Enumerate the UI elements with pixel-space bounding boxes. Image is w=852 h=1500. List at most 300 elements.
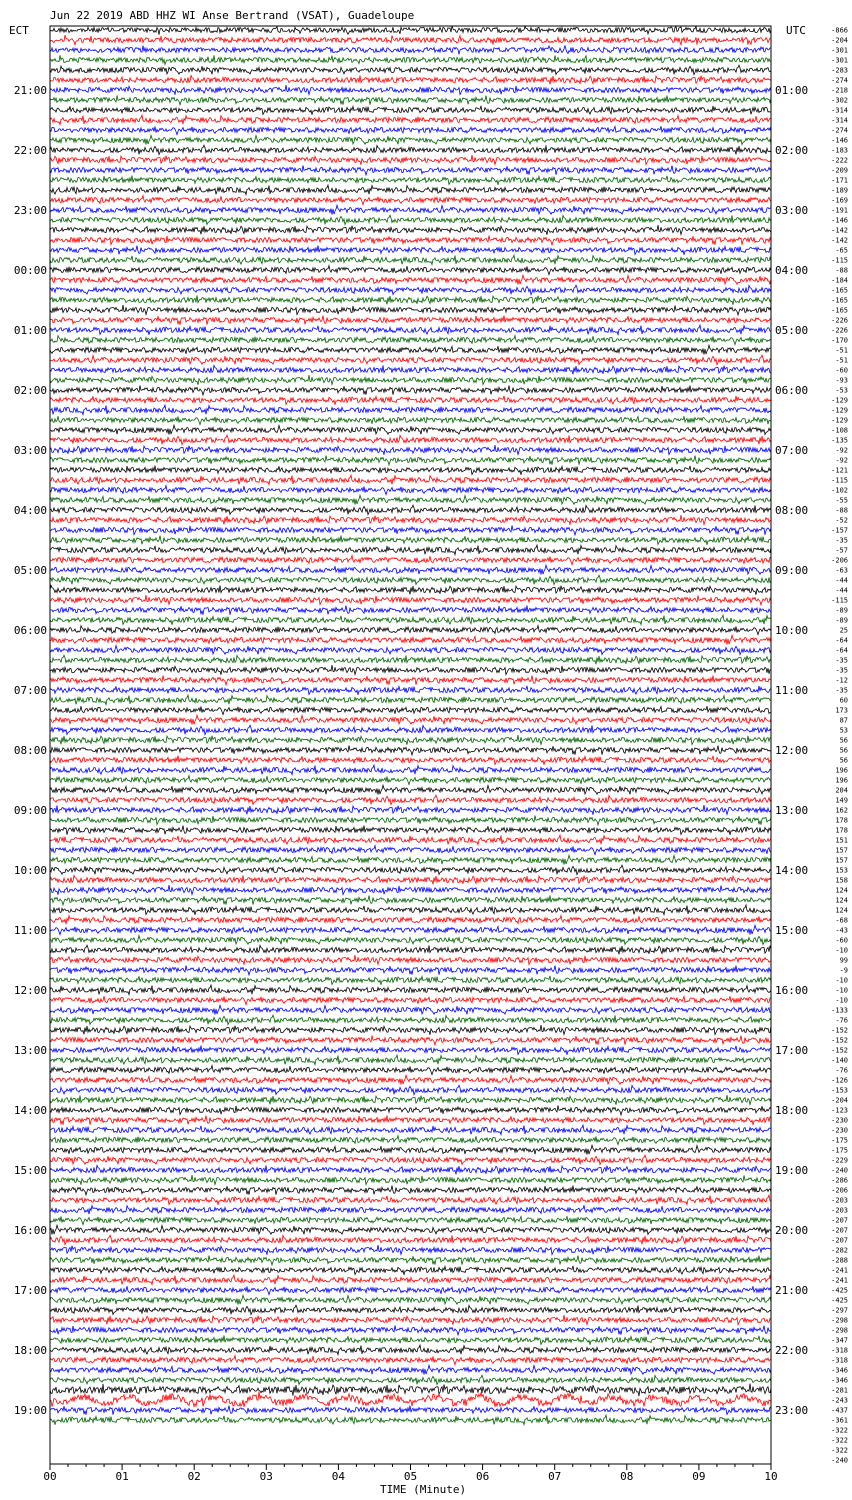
trace-line (50, 445, 771, 455)
trace-line (50, 1336, 771, 1345)
trace-offset-label: 124 (835, 886, 848, 895)
trace-line (50, 386, 771, 395)
trace-line (50, 336, 771, 345)
trace-offset-label: 173 (835, 706, 848, 715)
trace-line (50, 1125, 771, 1135)
trace-line (50, 45, 771, 54)
right-hour-label: 16:00 (775, 984, 809, 997)
right-hour-label: 11:00 (775, 684, 809, 697)
left-hour-label: 09:00 (13, 804, 47, 817)
trace-offset-label: -44 (835, 576, 848, 585)
trace-line (50, 1066, 771, 1075)
trace-line (50, 285, 771, 294)
trace-line (50, 155, 771, 165)
trace-offset-label: 56 (839, 746, 848, 755)
trace-offset-label: -57 (835, 546, 848, 555)
left-hour-label: 03:00 (13, 444, 47, 457)
trace-line (50, 166, 771, 175)
right-hour-label: 03:00 (775, 204, 809, 217)
right-hour-label: 07:00 (775, 444, 809, 457)
trace-line (50, 846, 771, 855)
trace-line (50, 925, 771, 934)
trace-offset-label: -207 (831, 1236, 848, 1245)
trace-offset-label: 149 (835, 796, 848, 805)
trace-line (50, 805, 771, 815)
left-hour-label: 23:00 (13, 204, 47, 217)
left-hour-label: 07:00 (13, 684, 47, 697)
trace-offset-label: -286 (831, 1176, 848, 1185)
trace-offset-label: 53 (839, 726, 848, 735)
trace-line (50, 695, 771, 705)
trace-offset-label: -437 (831, 1406, 848, 1415)
trace-group (50, 26, 771, 1425)
trace-offset-label: -92 (835, 456, 848, 465)
trace-offset-label: 204 (835, 786, 848, 795)
trace-offset-label: -302 (831, 96, 848, 105)
trace-line (50, 646, 771, 655)
x-tick-label: 06 (475, 1470, 490, 1483)
trace-line (50, 795, 771, 804)
trace-line (50, 1345, 771, 1355)
trace-offset-label: -171 (831, 176, 848, 185)
trace-line (50, 1375, 771, 1384)
x-tick-label: 07 (548, 1470, 562, 1483)
trace-offset-label: -240 (831, 1166, 848, 1175)
trace-offset-label: -133 (831, 1006, 848, 1015)
trace-line (50, 1095, 771, 1105)
trace-offset-label: -191 (831, 206, 848, 215)
trace-offset-label: -68 (835, 916, 848, 925)
trace-offset-label: -318 (831, 1356, 848, 1365)
x-tick-label: 09 (692, 1470, 706, 1483)
trace-offset-label: -207 (831, 1216, 848, 1225)
trace-line (50, 75, 771, 84)
trace-offset-label: -274 (831, 126, 848, 135)
trace-line (50, 1295, 771, 1304)
trace-line (50, 556, 771, 565)
trace-offset-label: -60 (835, 936, 848, 945)
left-axis-label: ECT (9, 24, 29, 37)
trace-offset-label: -230 (831, 1126, 848, 1135)
trace-offset-label: -165 (831, 306, 848, 315)
trace-offset-label: -142 (831, 236, 848, 245)
trace-line (50, 1384, 771, 1397)
trace-offset-label: -322 (831, 1436, 848, 1445)
trace-offset-label: 124 (835, 896, 848, 905)
trace-offset-label: -35 (835, 536, 848, 545)
trace-line (50, 1195, 771, 1205)
trace-offset-label: -240 (831, 1456, 848, 1465)
trace-offset-label: -229 (831, 1156, 848, 1165)
trace-offset-label: -243 (831, 1396, 848, 1405)
trace-offset-label: -10 (835, 996, 848, 1005)
trace-line (50, 1136, 771, 1145)
trace-offset-label: -283 (831, 66, 848, 75)
trace-line (50, 495, 771, 504)
x-axis-label: TIME (Minute) (380, 1483, 467, 1496)
trace-offset-label: -65 (835, 246, 848, 255)
trace-line (50, 1392, 771, 1408)
left-hour-label: 12:00 (13, 984, 47, 997)
trace-line (50, 255, 771, 265)
left-hour-label: 04:00 (13, 504, 47, 517)
trace-line (50, 855, 771, 864)
trace-line (50, 96, 771, 105)
trace-line (50, 665, 771, 675)
right-hour-label: 19:00 (775, 1164, 809, 1177)
trace-offset-label: -281 (831, 1386, 848, 1395)
trace-line (50, 275, 771, 284)
trace-line (50, 145, 771, 154)
trace-line (50, 1055, 771, 1065)
trace-line (50, 706, 771, 714)
trace-line (50, 215, 771, 224)
trace-offset-label: 162 (835, 806, 848, 815)
trace-line (50, 1235, 771, 1244)
trace-offset-label: -175 (831, 1146, 848, 1155)
trace-offset-label: -209 (831, 166, 848, 175)
trace-offset-label: -226 (831, 316, 848, 325)
trace-offset-label: -89 (835, 616, 848, 625)
trace-offset-label: 99 (839, 956, 848, 965)
trace-offset-label: -203 (831, 1206, 848, 1215)
trace-line (50, 55, 771, 64)
left-hour-label: 14:00 (13, 1104, 47, 1117)
trace-line (50, 475, 771, 485)
trace-offset-label: -64 (835, 646, 848, 655)
trace-offset-label: -76 (835, 1066, 848, 1075)
trace-line (50, 26, 771, 35)
trace-offset-label: -152 (831, 1046, 848, 1055)
trace-line (50, 1415, 771, 1425)
trace-offset-label: -301 (831, 56, 848, 65)
trace-line (50, 606, 771, 615)
trace-offset-label: -146 (831, 216, 848, 225)
right-hour-label: 01:00 (775, 84, 809, 97)
trace-offset-label: 178 (835, 816, 848, 825)
trace-line (50, 896, 771, 905)
trace-offset-label: -108 (831, 426, 848, 435)
trace-offset-label: -35 (835, 656, 848, 665)
trace-line (50, 635, 771, 644)
trace-offset-label: 158 (835, 876, 848, 885)
trace-line (50, 325, 771, 335)
trace-offset-label: 153 (835, 866, 848, 875)
trace-line (50, 985, 771, 995)
right-hour-label: 17:00 (775, 1044, 809, 1057)
trace-offset-label: -425 (831, 1286, 848, 1295)
trace-line (50, 996, 771, 1004)
trace-offset-labels (831, 27, 848, 1465)
trace-offset-label: -218 (831, 86, 848, 95)
trace-offset-label: -314 (831, 106, 848, 115)
trace-offset-label: -152 (831, 1036, 848, 1045)
trace-offset-label: -135 (831, 436, 848, 445)
trace-offset-label: -10 (835, 976, 848, 985)
trace-line (50, 196, 771, 205)
trace-offset-label: -115 (831, 596, 848, 605)
right-hour-label: 20:00 (775, 1224, 809, 1237)
trace-offset-label: 56 (839, 756, 848, 765)
trace-offset-label: -115 (831, 476, 848, 485)
trace-line (50, 655, 771, 664)
trace-offset-label: 196 (835, 766, 848, 775)
x-tick-label: 02 (187, 1470, 201, 1483)
left-hour-label: 02:00 (13, 384, 47, 397)
trace-offset-label: 151 (835, 836, 848, 845)
trace-offset-label: -64 (835, 636, 848, 645)
left-hour-label: 17:00 (13, 1284, 47, 1297)
trace-line (50, 466, 771, 475)
trace-offset-label: -140 (831, 1056, 848, 1065)
trace-offset-label: -222 (831, 156, 848, 165)
left-hour-labels (14, 84, 47, 1417)
trace-line (50, 916, 771, 925)
trace-line (50, 65, 771, 74)
x-tick-label: 03 (259, 1470, 273, 1483)
right-hour-label: 09:00 (775, 564, 809, 577)
right-hour-label: 04:00 (775, 264, 809, 277)
trace-line (50, 106, 771, 115)
trace-line (50, 1225, 771, 1234)
trace-offset-label: -230 (831, 1116, 848, 1125)
trace-line (50, 35, 771, 45)
trace-line (50, 456, 771, 465)
left-hour-label: 16:00 (13, 1224, 47, 1237)
trace-offset-label: -346 (831, 1366, 848, 1375)
right-hour-label: 18:00 (775, 1104, 809, 1117)
trace-offset-label: -89 (835, 606, 848, 615)
trace-offset-label: -425 (831, 1296, 848, 1305)
trace-offset-label: -88 (835, 266, 848, 275)
trace-line (50, 1155, 771, 1164)
trace-offset-label: -157 (831, 526, 848, 535)
trace-offset-label: -297 (831, 1306, 848, 1315)
trace-line (50, 1075, 771, 1084)
trace-line (50, 355, 771, 364)
left-hour-label: 06:00 (13, 624, 47, 637)
trace-line (50, 486, 771, 495)
trace-line (50, 1046, 771, 1055)
right-hour-label: 12:00 (775, 744, 809, 757)
trace-offset-label: 157 (835, 846, 848, 855)
trace-offset-label: -170 (831, 336, 848, 345)
trace-offset-label: -35 (835, 686, 848, 695)
trace-offset-label: -121 (831, 466, 848, 475)
trace-offset-label: -142 (831, 226, 848, 235)
trace-offset-label: -298 (831, 1326, 848, 1335)
trace-offset-label: -165 (831, 296, 848, 305)
trace-line (50, 816, 771, 825)
trace-offset-label: -152 (831, 1026, 848, 1035)
trace-line (50, 176, 771, 185)
chart-title: Jun 22 2019 ABD HHZ WI Anse Bertrand (VSAT), Guadeloupe (50, 9, 415, 22)
trace-line (50, 945, 771, 954)
trace-offset-label: -204 (831, 36, 848, 45)
trace-line (50, 1085, 771, 1094)
right-hour-label: 14:00 (775, 864, 809, 877)
trace-line (50, 735, 771, 745)
trace-offset-label: -92 (835, 446, 848, 455)
trace-line (50, 545, 771, 555)
trace-offset-label: -189 (831, 186, 848, 195)
trace-line (50, 575, 771, 584)
trace-offset-label: -10 (835, 946, 848, 955)
trace-offset-label: -206 (831, 1186, 848, 1195)
trace-offset-label: -60 (835, 366, 848, 375)
trace-offset-label: -314 (831, 116, 848, 125)
x-tick-label: 10 (764, 1470, 778, 1483)
trace-line (50, 1256, 771, 1265)
trace-line (50, 756, 771, 765)
trace-offset-label: -9 (839, 966, 848, 975)
trace-offset-label: -301 (831, 46, 848, 55)
trace-line (50, 1106, 771, 1115)
trace-offset-label: -35 (835, 666, 848, 675)
trace-line (50, 115, 771, 125)
trace-offset-label: -55 (835, 496, 848, 505)
trace-offset-label: -204 (831, 1096, 848, 1105)
trace-offset-label: -206 (831, 556, 848, 565)
trace-line (50, 246, 771, 255)
trace-offset-label: -207 (831, 1226, 848, 1235)
trace-offset-label: -274 (831, 76, 848, 85)
trace-offset-label: 178 (835, 826, 848, 835)
trace-offset-label: -318 (831, 1346, 848, 1355)
trace-line (50, 826, 771, 835)
left-hour-label: 05:00 (13, 564, 47, 577)
trace-offset-label: 25 (839, 626, 848, 635)
trace-line (50, 865, 771, 874)
trace-line (50, 266, 771, 275)
x-tick-label: 04 (331, 1470, 346, 1483)
trace-offset-label: -115 (831, 256, 848, 265)
trace-line (50, 615, 771, 625)
trace-offset-label: -226 (831, 326, 848, 335)
trace-line (50, 976, 771, 985)
left-hour-label: 10:00 (13, 864, 47, 877)
trace-line (50, 936, 771, 945)
right-hour-label: 22:00 (775, 1344, 809, 1357)
trace-line (50, 1245, 771, 1255)
trace-line (50, 835, 771, 845)
trace-line (50, 715, 771, 724)
trace-offset-label: -12 (835, 676, 848, 685)
trace-line (50, 1406, 771, 1415)
right-hour-label: 02:00 (775, 144, 809, 157)
trace-line (50, 295, 771, 304)
trace-offset-label: 124 (835, 906, 848, 915)
right-hour-label: 21:00 (775, 1284, 809, 1297)
right-hour-label: 06:00 (775, 384, 809, 397)
right-axis-label: UTC (786, 24, 806, 37)
trace-offset-label: -322 (831, 1426, 848, 1435)
trace-offset-label: -51 (835, 346, 848, 355)
trace-line (50, 585, 771, 594)
trace-offset-label: -361 (831, 1416, 848, 1425)
trace-line (50, 1305, 771, 1314)
trace-line (50, 966, 771, 975)
trace-line (50, 1326, 771, 1335)
left-hour-label: 21:00 (13, 84, 47, 97)
trace-offset-label: -346 (831, 1376, 848, 1385)
left-hour-label: 01:00 (13, 324, 47, 337)
trace-offset-label: -76 (835, 1016, 848, 1025)
trace-line (50, 746, 771, 755)
trace-offset-label: -165 (831, 286, 848, 295)
trace-offset-label: -53 (835, 386, 848, 395)
x-axis (43, 1464, 777, 1483)
trace-offset-label: -129 (831, 416, 848, 425)
trace-line (50, 345, 771, 354)
trace-offset-label: -10 (835, 986, 848, 995)
trace-line (50, 1025, 771, 1035)
trace-line (50, 1275, 771, 1285)
x-tick-label: 01 (115, 1470, 129, 1483)
trace-line (50, 785, 771, 794)
trace-line (50, 1315, 771, 1325)
trace-line (50, 1165, 771, 1174)
right-hour-labels (775, 84, 808, 1417)
trace-offset-label: -153 (831, 1086, 848, 1095)
trace-line (50, 1266, 771, 1275)
trace-line (50, 1005, 771, 1014)
x-tick-label: 05 (403, 1470, 418, 1483)
trace-offset-label: 56 (839, 736, 848, 745)
trace-offset-label: -129 (831, 406, 848, 415)
trace-offset-label: -282 (831, 1246, 848, 1255)
trace-line (50, 126, 771, 134)
trace-line (50, 185, 771, 195)
trace-line (50, 1206, 771, 1215)
trace-line (50, 236, 771, 245)
trace-offset-label: 157 (835, 856, 848, 865)
trace-line (50, 505, 771, 514)
right-hour-label: 13:00 (775, 804, 809, 817)
left-hour-label: 19:00 (13, 1404, 47, 1417)
trace-line (50, 1286, 771, 1294)
trace-offset-label: 87 (839, 716, 848, 725)
trace-offset-label: -322 (831, 1446, 848, 1455)
trace-line (50, 905, 771, 915)
trace-line (50, 375, 771, 385)
right-hour-label: 15:00 (775, 924, 809, 937)
trace-offset-label: -44 (835, 586, 848, 595)
trace-offset-label: -347 (831, 1336, 848, 1345)
trace-offset-label: -866 (831, 26, 848, 35)
trace-offset-label: -146 (831, 136, 848, 145)
trace-offset-label: -51 (835, 356, 848, 365)
trace-line (50, 626, 771, 635)
left-hour-label: 11:00 (13, 924, 47, 937)
right-hour-label: 23:00 (775, 1404, 809, 1417)
x-tick-label: 08 (620, 1470, 634, 1483)
right-hour-label: 08:00 (775, 504, 809, 517)
trace-line (50, 725, 771, 734)
trace-offset-label: -52 (835, 516, 848, 525)
trace-offset-label: -241 (831, 1266, 848, 1275)
trace-offset-label: -102 (831, 486, 848, 495)
trace-line (50, 676, 771, 685)
trace-line (50, 526, 771, 535)
left-hour-label: 13:00 (13, 1044, 47, 1057)
trace-line (50, 885, 771, 895)
trace-offset-label: -288 (831, 1256, 848, 1265)
trace-offset-label: -203 (831, 1196, 848, 1205)
trace-line (50, 595, 771, 605)
trace-line (50, 135, 771, 144)
trace-offset-label: -123 (831, 1106, 848, 1115)
